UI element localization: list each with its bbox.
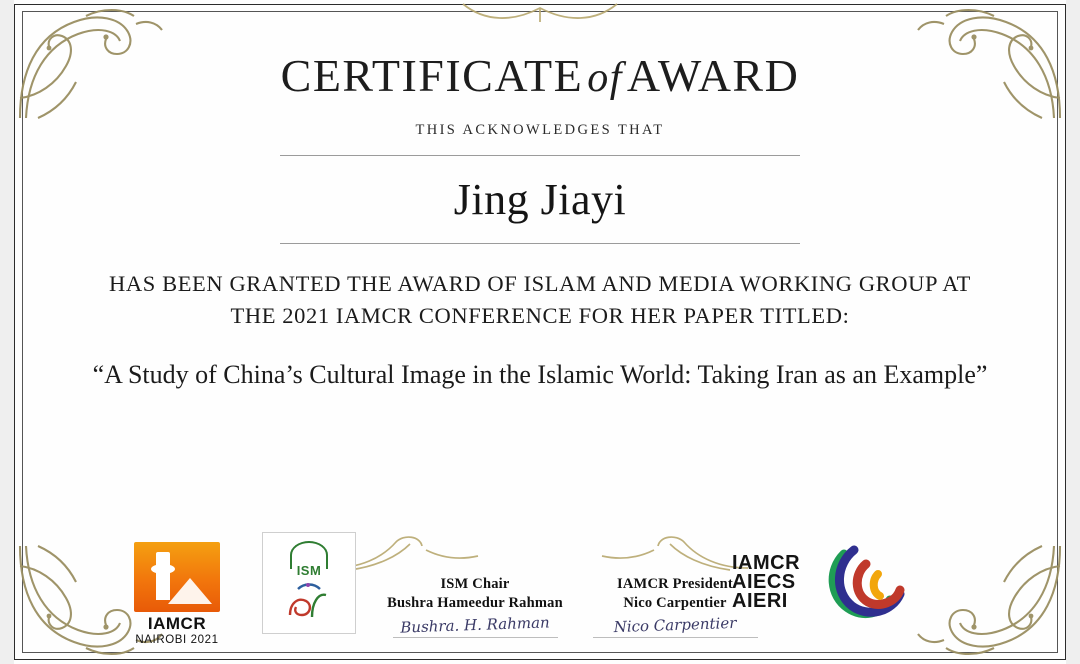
award-description: HAS BEEN GRANTED THE AWARD OF ISLAM AND MEDIA WORKING GROUP AT THE 2021 IAMCR CONFERENCE FOR HER PAPER TITLED: <box>109 271 971 329</box>
recipient-name: Jing Jiayi <box>453 175 627 225</box>
signature-role: ISM Chair <box>440 576 510 592</box>
logo-line-aieri: AIERI <box>732 590 788 612</box>
page-edge-right <box>1066 0 1080 664</box>
ism-calligraphy-icon <box>284 579 334 623</box>
signature-name: Nico Carpentier <box>623 595 727 611</box>
title-award: AWARD <box>626 50 800 101</box>
page-title <box>40 52 1040 100</box>
logo-iamcr-aiecs-aieri <box>732 548 922 628</box>
logo-nairobi-name: IAMCR <box>147 614 207 633</box>
signature-role: IAMCR President <box>617 576 733 592</box>
certificate-footer <box>40 524 1040 654</box>
title-certificate: CERTIFICATE <box>280 50 584 101</box>
signature-line <box>593 637 758 638</box>
logo-ism <box>262 532 356 634</box>
logo-nairobi-subtitle: NAIROBI 2021 <box>135 634 219 646</box>
signature-block-ism-chair <box>370 576 580 638</box>
title-of: of <box>587 55 623 101</box>
signature-handwriting: Bushra. H. Rahman <box>400 613 550 637</box>
logo-iamcr-nairobi <box>124 542 230 646</box>
iamcr-swoosh-icon <box>814 544 922 628</box>
signature-line <box>393 637 558 638</box>
scroll-flourish-icon <box>455 0 625 26</box>
logo-line-iamcr: IAMCR <box>732 552 801 574</box>
certificate-content <box>40 34 1040 394</box>
signature-name: Bushra Hameedur Rahman <box>387 595 563 611</box>
nairobi-skyline-icon <box>134 542 220 612</box>
signature-handwriting: Nico Carpentier <box>613 613 737 637</box>
divider-bottom <box>280 243 800 244</box>
hill-shape <box>168 578 212 604</box>
acknowledgement-text: THIS ACKNOWLEDGES THAT <box>415 122 665 139</box>
logo-iamcr-acronyms <box>732 554 800 611</box>
logo-ism-acronym: ISM <box>296 563 322 578</box>
paper-title: “A Study of China’s Cultural Image in the Islamic World: Taking Iran as an Example” <box>92 360 988 390</box>
divider-top <box>280 155 800 156</box>
page-edge-left <box>0 0 14 664</box>
logo-line-aiecs: AIECS <box>732 571 796 593</box>
